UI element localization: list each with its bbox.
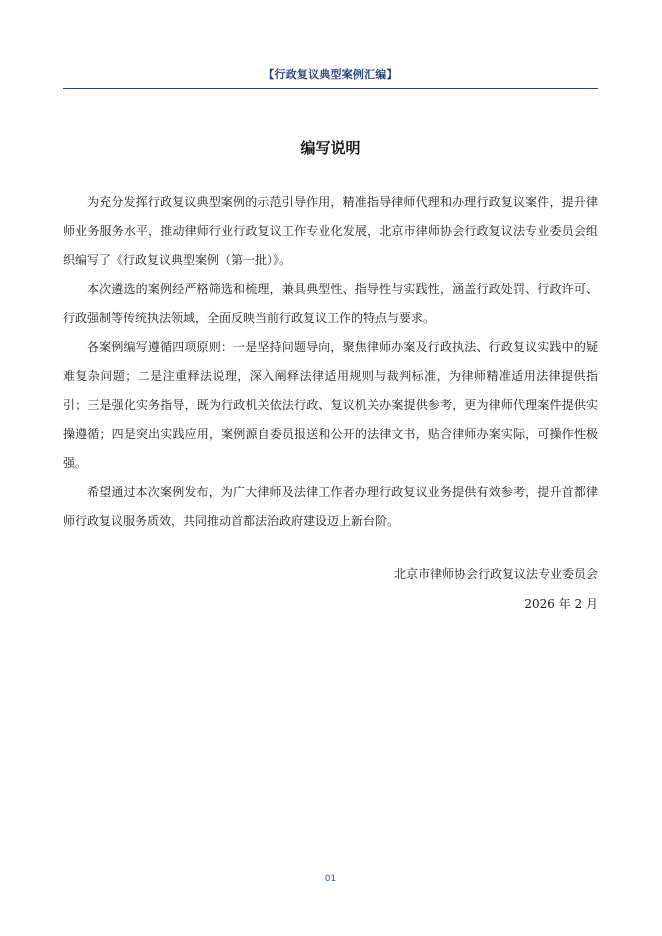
page-number: 01 [324,874,337,884]
running-header: 【行政复议典型案例汇编】 [263,68,398,81]
header-divider [63,88,598,89]
paragraph: 希望通过本次案例发布，为广大律师及法律工作者办理行政复议业务提供有效参考，提升首都律师行政复议服务质效，共同推动首都法治政府建设迈上新台阶。 [63,485,598,528]
paragraph: 为充分发挥行政复议典型案例的示范引导作用，精准指导律师代理和办理行政复议案件，提升律师业务服务水平，推动律师行业行政复议工作专业化发展，北京市律师协会行政复议法专业委员会组织编写了《行政复议典型案例（第一批）》。 [63,195,598,267]
signature-organization: 北京市律师协会行政复议法专业委员会 [393,567,598,581]
page-title: 编写说明 [300,139,361,157]
signature-date: 2026 年 2 月 [524,597,598,611]
paragraph: 本次遴选的案例经严格筛选和梳理，兼具典型性、指导性与实践性，涵盖行政处罚、行政许可、行政强制等传统执法领域，全面反映当前行政复议工作的特点与要求。 [63,282,598,325]
document-body [63,188,598,536]
paragraph: 各案例编写遵循四项原则：一是坚持问题导向，聚焦律师办案及行政执法、行政复议实践中的疑难复杂问题；二是注重释法说理，深入阐释法律适用规则与裁判标准，为律师精准适用法律提供指引；三是强化实务指导，既为行政机关依法行政、复议机关办案提供参考，更为律师代理案件提供实操遵循；四是突出实践应用，案例源自委员报送和公开的法律文书，贴合律师办案实际，可操作性极强。 [63,340,598,470]
